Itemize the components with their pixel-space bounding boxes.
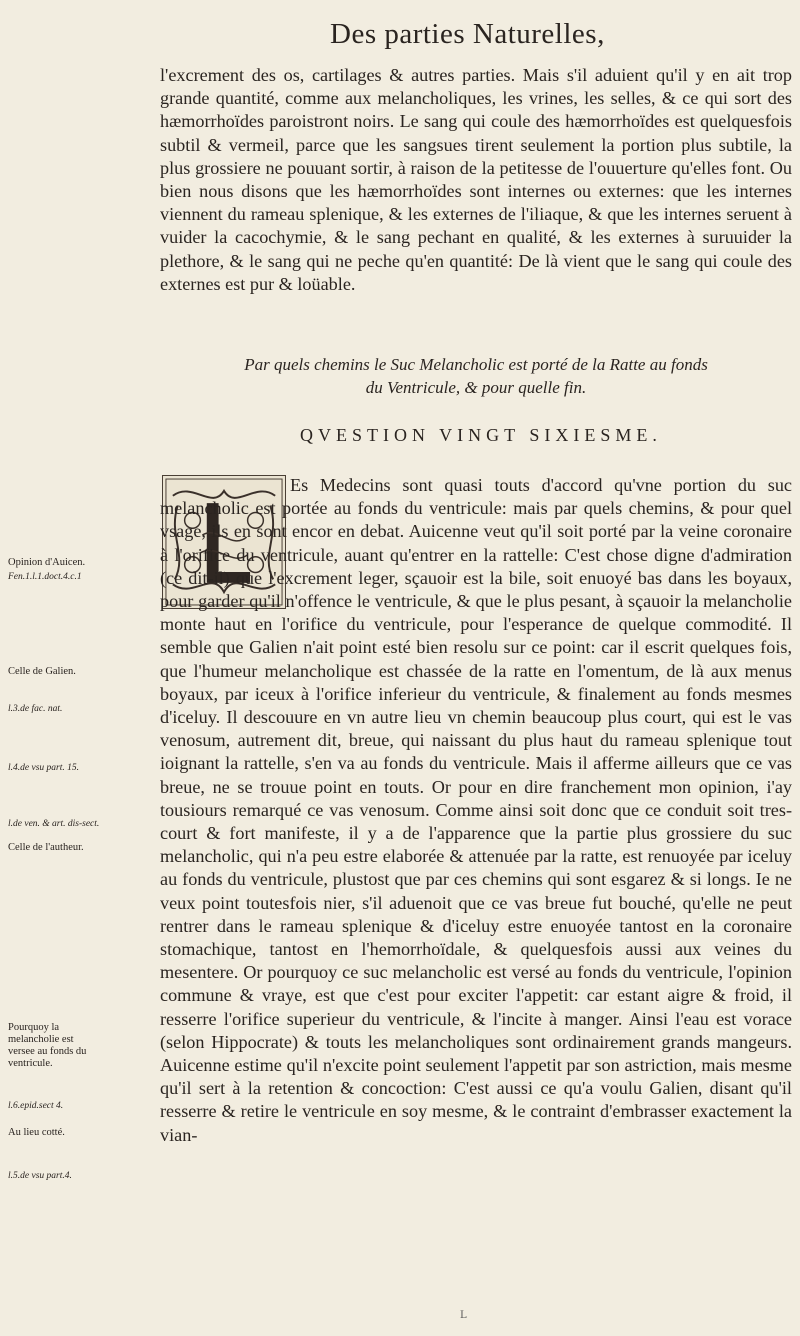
running-head: Des parties Naturelles, (330, 18, 605, 50)
margin-note-epid: l.6.epid.sect 4. (8, 1101, 64, 1111)
margin-note-vsu-part: l.4.de vsu part. 15. (8, 763, 79, 773)
paragraph-1-text: l'excrement des os, cartilages & autres parties. Mais s'il aduient qu'il y en ait trop grande quantité, comme aux melancholiques, les vrines, les selles, & ce qui sort des hæmorrhoïdes paroistront noirs. Le sang qui coule des hæmorrhoïdes est quelquesfois subtil & vermeil, parce que les sangsues tirent seulement la portion plus subtile, la plus grossiere ne pouuant sortir, à raison de la petitesse de l'ouuerture qu'elles font. Ou bien nous disons que les hæmorrhoïdes sont internes ou externes: que les internes viennent du rameau splenique, & les externes de l'iliaque, & que les internes seruent à vuider la cacochymie, & le sang pechant en qualité, & les externes à suruuider la plethore, & le sang qui ne peche qu'en quantité: De là vient que le sang qui coule des externes est pur & loüable. (160, 65, 792, 294)
margin-note-galien-ref: l.3.de fac. nat. (8, 704, 63, 714)
paragraph-2 (160, 474, 792, 1147)
paragraph-2-text: Es Medecins sont quasi touts d'accord qu'vne portion du suc melancholic est portée au fonds du ventricule: mais par quels chemins, & pour quel vsage, ils en sont encor en debat. Auicenne veut qu'il soit porté par la veine coronaire à l'orifice du ventricule, auant qu'entrer en la rattelle: C'est chose digne d'admiration (ce dit-il) que l'excrement leger, sçauoir est la bile, soit enuoyé bas dans les boyaux, pour garder qu'il n'offence le ventricule, & que le plus pesant, à sçauoir la melancholie monte haut en l'orifice du ventricule, pour l'esperance de quelque commodité. Il semble que Galien n'ait point esté bien resolu sur ce point: car il escrit quelques fois, que l'humeur melancholique est chassée de la ratte en l'omentum, de là aux menus boyaux, par iceux à l'orifice inferieur du ventricule, & finalement au fonds mesmes d'iceluy. Il descouure en vn autre lieu vn chemin beaucoup plus court, qui est le vas venosum, autrement dit, breue, qui naissant du plus haut du rameau splenique tout ioignant la rattelle, s'en va au fonds du ventricule. Mais il afferme ailleurs que ce vas breue, ne se trouue point en touts. Or pour en dire franchement mon opinion, i'ay tousiours remarqué ce vas venosum. Comme ainsi soit donc que ce conduit soit tres-court & fort manifeste, il y a de l'apparence que la partie plus grossiere du suc melancholic, qui n'a peu estre elaborée & attenuée par la ratte, est renuoyée par iceluy au fonds du ventricule, plustost que par ces chemins qui sont esgarez & si longs. Ie ne veux point toutesfois nier, s'il aduenoit que ce vas breue fut bouché, qu'elle ne peut rentrer dans le rameau splenique & d'iceluy estre enuoyée tantost en la coronaire stomachique, tantost en l'hemorrhoïdale, & quelquesfois aussi aux veines du mesentere. Or pourquoy ce suc melancholic est versé au fonds du ventricule, l'opinion commune & vraye, est que c'est pour exciter l'appetit: car estant aigre & froid, il resserre l'orifice superieur du ventricule, & l'incite à manger. Ainsi l'eau est vorace (selon Hippocrate) & touts les melancholiques sont ordinairement grands mangeurs. Auicenne estime qu'il n'excite point seulement l'appetit par son astriction, mais mesme qu'il sert à la retention & concoction: C'est aussi ce qu'a voulu Galien, disant qu'il resserre & retire le ventricule en soy mesme, & le contraint d'embrasser exactement la vian- (160, 475, 792, 1145)
section-title-line-1: Par quels chemins le Suc Melancholic est porté de la Ratte au fonds (244, 355, 708, 374)
question-heading: QVESTION VINGT SIXIESME. (300, 425, 662, 445)
folio-mark: L (460, 1310, 467, 1321)
margin-note-pourquoy: Pourquoy la melancholie est versee au fonds du ventricule. (8, 1022, 87, 1069)
margin-note-au-lieu: Au lieu cotté. (8, 1127, 65, 1138)
section-title (160, 353, 792, 399)
margin-note-galien: Celle de Galien. (8, 666, 76, 677)
margin-note-auicen: Opinion d'Auicen. (8, 557, 86, 568)
margin-note-autheur: Celle de l'autheur. (8, 842, 84, 853)
section-title-line-2: du Ventricule, & pour quelle fin. (365, 378, 587, 397)
margin-note-ven-art: l.de ven. & art. dis-sect. (8, 819, 100, 829)
margin-note-auicen-ref: Fen.1.l.1.doct.4.c.1 (8, 572, 82, 582)
margin-note-vsu-part-4: l.5.de vsu part.4. (8, 1171, 72, 1181)
paragraph-1 (160, 64, 792, 296)
